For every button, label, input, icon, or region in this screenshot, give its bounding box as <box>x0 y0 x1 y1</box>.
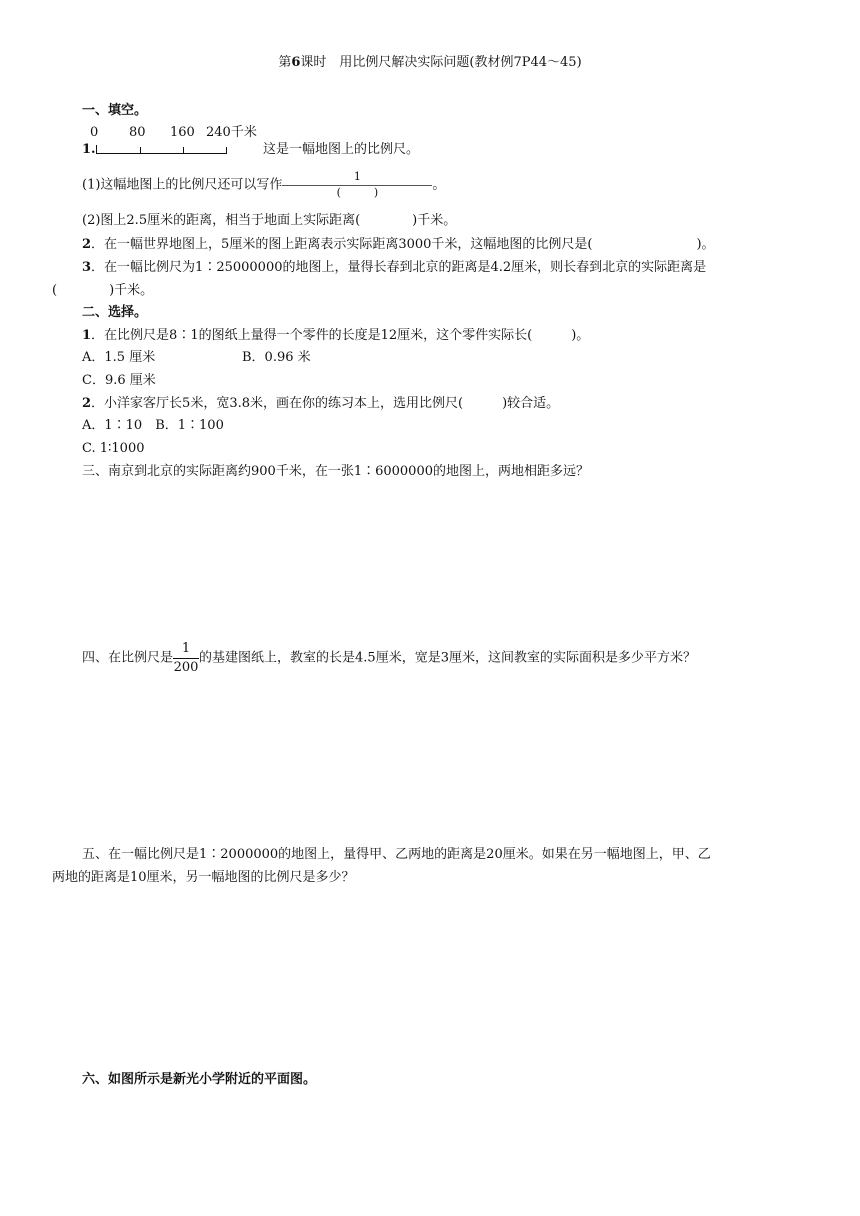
section-1-heading: 一、填空。 <box>82 103 148 118</box>
scale-label-240: 240千米 <box>206 125 257 140</box>
fraction-numerator: 1 <box>282 170 432 186</box>
lesson-number: 6 <box>291 55 301 70</box>
question-2-number: 2 <box>82 237 92 252</box>
choice-question-1-text: ．在比例尺是8∶1的图纸上量得一个零件的长度是12厘米，这个零件实际长( )。 <box>91 328 590 343</box>
option-2c[interactable]: C. 1∶1000 <box>82 441 145 456</box>
question-1-1-end: 。 <box>432 177 446 193</box>
title-prefix: 第 <box>278 55 292 70</box>
page-title <box>0 54 860 72</box>
choice-question-2-number: 2 <box>82 396 92 411</box>
title-text: 课时 用比例尺解决实际问题(教材例7P44～45) <box>300 55 582 70</box>
question-1-number: 1. <box>82 142 96 157</box>
scale-label-80: 80 <box>129 125 146 140</box>
choice-question-2 <box>82 395 559 413</box>
question-1-text: 这是一幅地图上的比例尺。 <box>263 142 420 157</box>
section-4-question <box>82 640 696 680</box>
scale-tick-80 <box>140 147 141 153</box>
question-1-1 <box>82 170 445 201</box>
section-5-line-1: 五、在一幅比例尺是1∶2000000的地图上，量得甲、乙两地的距离是20厘米。如果在另一幅地图上，甲、乙 <box>82 847 711 862</box>
question-3-continued: ( )千米。 <box>52 283 154 298</box>
fraction-denominator: 200 <box>173 659 199 675</box>
option-1c[interactable]: C．9.6 厘米 <box>82 373 156 388</box>
scale-label-0: 0 <box>90 125 99 140</box>
scale-fraction-1-200 <box>173 640 199 676</box>
question-1-2: (2)图上2.5厘米的距离，相当于地面上实际距离( )千米。 <box>82 213 457 228</box>
question-3-number: 3 <box>82 260 92 275</box>
scale-fraction <box>282 170 432 201</box>
section-4-text-end: 的基建图纸上，教室的长是4.5厘米，宽是3厘米，这间教室的实际面积是多少平方米？ <box>199 650 696 666</box>
section-3-question: 三、南京到北京的实际距离约900千米，在一张1∶6000000的地图上，两地相距多远？ <box>82 464 589 479</box>
question-3 <box>82 259 706 277</box>
scale-tick-240 <box>226 147 227 153</box>
choice-question-2-text: ．小洋家客厅长5米，宽3.8米，画在你的练习本上，选用比例尺( )较合适。 <box>91 396 560 411</box>
scale-labels <box>82 124 282 142</box>
section-2-heading: 二、选择。 <box>82 305 148 320</box>
section-4-text-start: 四、在比例尺是 <box>82 650 174 666</box>
fraction-denominator-blank[interactable]: ( ) <box>336 185 379 199</box>
fraction-numerator: 1 <box>173 640 199 659</box>
question-2 <box>82 236 715 254</box>
question-1-1-text: (1)这幅地图上的比例尺还可以写作 <box>82 177 283 193</box>
question-2-text: ．在一幅世界地图上，5厘米的图上距离表示实际距离3000千米，这幅地图的比例尺是( )。 <box>91 237 715 252</box>
choice-question-1-number: 1 <box>82 328 92 343</box>
section-6-heading: 六、如图所示是新光小学附近的平面图。 <box>82 1072 317 1087</box>
option-1a[interactable]: A．1.5 厘米 <box>82 350 156 365</box>
question-3-text: ．在一幅比例尺为1∶25000000的地图上，量得长春到北京的距离是4.2厘米，则长春到北京的实际距离是 <box>91 260 707 275</box>
option-2ab[interactable]: A．1∶10 B．1∶100 <box>82 418 224 433</box>
option-1b[interactable]: B．0.96 米 <box>242 350 311 365</box>
choice-question-1 <box>82 327 589 345</box>
scale-label-160: 160 <box>170 125 195 140</box>
section-5-line-2: 两地的距离是10厘米，另一幅地图的比例尺是多少？ <box>52 870 355 885</box>
scale-bar <box>96 145 227 154</box>
scale-tick-160 <box>183 147 184 153</box>
